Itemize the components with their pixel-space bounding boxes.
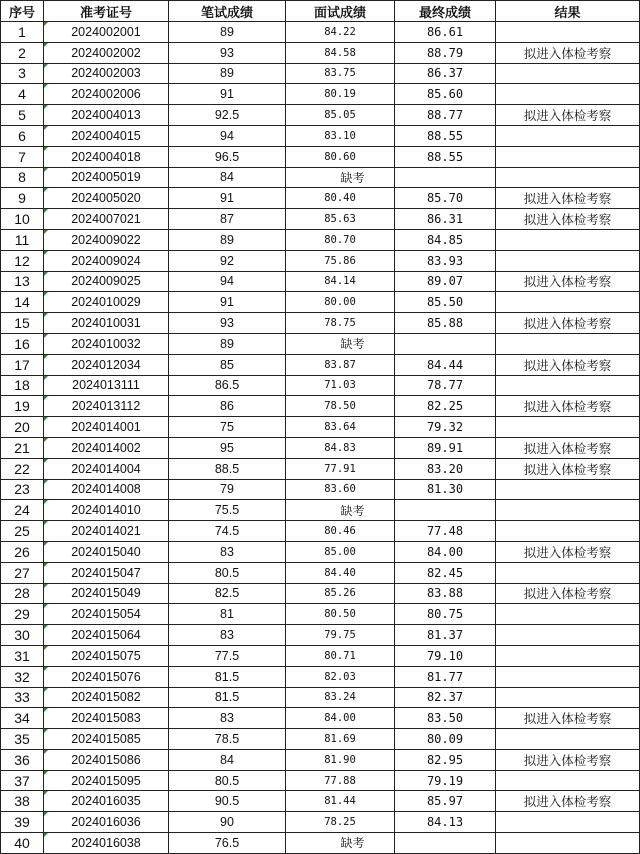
cell-ticket-number[interactable]: 2024005019 [44,167,169,188]
cell-written-score[interactable]: 92.5 [169,105,286,126]
table-row [1,105,640,126]
cell-written-score[interactable]: 83 [169,708,286,729]
cell-ticket-number[interactable]: 2024004015 [44,125,169,146]
table-row [1,604,640,625]
cell-ticket-number[interactable]: 2024013112 [44,396,169,417]
cell-interview-score[interactable]: 83.24 [286,687,395,708]
table-row [1,167,640,188]
cell-index[interactable]: 4 [1,84,44,105]
cell-final-score[interactable] [395,167,496,188]
cell-written-score[interactable]: 84 [169,749,286,770]
cell-ticket-number[interactable]: 2024009022 [44,229,169,250]
table-row [1,313,640,334]
cell-written-score[interactable]: 93 [169,42,286,63]
cell-index[interactable]: 29 [1,604,44,625]
table-row [1,770,640,791]
cell-result[interactable] [496,625,640,646]
table-row [1,458,640,479]
cell-index[interactable]: 24 [1,500,44,521]
cell-final-score[interactable]: 85.50 [395,292,496,313]
header-final-score: 最终成绩 [395,1,496,22]
table-row [1,375,640,396]
cell-index[interactable]: 28 [1,583,44,604]
cell-interview-score[interactable]: 84.58 [286,42,395,63]
table-row [1,354,640,375]
cell-written-score[interactable]: 91 [169,188,286,209]
table-row [1,479,640,500]
cell-final-score[interactable]: 89.91 [395,437,496,458]
cell-result[interactable] [496,479,640,500]
header-index: 序号 [1,1,44,22]
cell-final-score[interactable]: 89.07 [395,271,496,292]
table-row [1,125,640,146]
cell-ticket-number[interactable]: 2024009025 [44,271,169,292]
cell-ticket-number[interactable]: 2024002002 [44,42,169,63]
table-row [1,687,640,708]
cell-final-score[interactable]: 79.19 [395,770,496,791]
table-row [1,833,640,854]
cell-interview-score[interactable]: 81.69 [286,729,395,750]
cell-interview-score[interactable]: 71.03 [286,375,395,396]
cell-final-score[interactable]: 80.75 [395,604,496,625]
cell-result[interactable] [496,770,640,791]
cell-ticket-number[interactable]: 2024015085 [44,729,169,750]
cell-final-score[interactable]: 86.31 [395,209,496,230]
table-body [1,22,640,854]
cell-index[interactable]: 33 [1,687,44,708]
cell-written-score[interactable]: 89 [169,333,286,354]
cell-index[interactable]: 12 [1,250,44,271]
cell-final-score[interactable]: 84.85 [395,229,496,250]
table-row [1,645,640,666]
table-row [1,666,640,687]
cell-ticket-number[interactable]: 2024015040 [44,541,169,562]
cell-ticket-number[interactable]: 2024015083 [44,708,169,729]
cell-interview-score[interactable]: 80.50 [286,604,395,625]
cell-ticket-number[interactable]: 2024015086 [44,749,169,770]
cell-written-score[interactable]: 75 [169,417,286,438]
table-row [1,791,640,812]
cell-index[interactable]: 26 [1,541,44,562]
table-row [1,583,640,604]
cell-written-score[interactable]: 94 [169,271,286,292]
cell-written-score[interactable]: 96.5 [169,146,286,167]
cell-interview-score[interactable]: 83.64 [286,417,395,438]
cell-ticket-number[interactable]: 2024010032 [44,333,169,354]
cell-written-score[interactable]: 83 [169,625,286,646]
cell-index[interactable]: 3 [1,63,44,84]
cell-written-score[interactable]: 95 [169,437,286,458]
cell-index[interactable]: 35 [1,729,44,750]
cell-index[interactable]: 11 [1,229,44,250]
cell-ticket-number[interactable]: 2024004013 [44,105,169,126]
cell-ticket-number[interactable]: 2024014010 [44,500,169,521]
cell-result[interactable] [496,729,640,750]
cell-index[interactable]: 19 [1,396,44,417]
cell-result[interactable] [496,604,640,625]
cell-index[interactable]: 40 [1,833,44,854]
cell-interview-score[interactable]: 81.44 [286,791,395,812]
cell-index[interactable]: 16 [1,333,44,354]
cell-ticket-number[interactable]: 2024010031 [44,313,169,334]
cell-written-score[interactable]: 88.5 [169,458,286,479]
cell-ticket-number[interactable]: 2024015047 [44,562,169,583]
cell-result[interactable]: 拟进入体检考察 [496,749,640,770]
cell-interview-score[interactable]: 83.87 [286,354,395,375]
cell-final-score[interactable]: 84.13 [395,812,496,833]
cell-result[interactable] [496,333,640,354]
cell-interview-score[interactable]: 84.22 [286,22,395,43]
cell-index[interactable]: 21 [1,437,44,458]
table-row [1,250,640,271]
cell-ticket-number[interactable]: 2024015082 [44,687,169,708]
cell-final-score[interactable]: 85.88 [395,313,496,334]
table-row [1,333,640,354]
cell-interview-score[interactable]: 85.05 [286,105,395,126]
table-row [1,729,640,750]
cell-ticket-number[interactable]: 2024012034 [44,354,169,375]
cell-written-score[interactable]: 81 [169,604,286,625]
cell-final-score[interactable]: 79.10 [395,645,496,666]
cell-final-score[interactable]: 83.93 [395,250,496,271]
cell-result[interactable] [496,250,640,271]
table-row [1,229,640,250]
cell-interview-score[interactable]: 84.14 [286,271,395,292]
cell-final-score[interactable]: 82.95 [395,749,496,770]
cell-result[interactable] [496,687,640,708]
cell-index[interactable]: 17 [1,354,44,375]
table-row [1,188,640,209]
cell-index[interactable]: 8 [1,167,44,188]
header-ticket-number: 准考证号 [44,1,169,22]
table-row [1,396,640,417]
cell-ticket-number[interactable]: 2024015054 [44,604,169,625]
cell-final-score[interactable]: 81.30 [395,479,496,500]
cell-result[interactable]: 拟进入体检考察 [496,42,640,63]
cell-final-score[interactable]: 88.79 [395,42,496,63]
cell-ticket-number[interactable]: 2024015076 [44,666,169,687]
cell-index[interactable]: 6 [1,125,44,146]
cell-result[interactable] [496,562,640,583]
cell-index[interactable]: 39 [1,812,44,833]
cell-interview-score[interactable]: 77.88 [286,770,395,791]
table-row [1,84,640,105]
cell-result[interactable] [496,666,640,687]
cell-index[interactable]: 34 [1,708,44,729]
cell-interview-score[interactable]: 85.26 [286,583,395,604]
cell-ticket-number[interactable]: 2024016036 [44,812,169,833]
cell-index[interactable]: 32 [1,666,44,687]
cell-written-score[interactable]: 75.5 [169,500,286,521]
table-row [1,562,640,583]
cell-index[interactable]: 14 [1,292,44,313]
cell-result[interactable] [496,125,640,146]
cell-ticket-number[interactable]: 2024014004 [44,458,169,479]
cell-final-score[interactable]: 88.77 [395,105,496,126]
table-row [1,437,640,458]
table-row [1,63,640,84]
cell-index[interactable]: 13 [1,271,44,292]
cell-written-score[interactable]: 90 [169,812,286,833]
cell-interview-score[interactable]: 80.46 [286,521,395,542]
cell-ticket-number[interactable]: 2024005020 [44,188,169,209]
cell-interview-score[interactable]: 缺考 [286,833,395,854]
cell-final-score[interactable]: 84.44 [395,354,496,375]
cell-written-score[interactable]: 76.5 [169,833,286,854]
cell-result[interactable]: 拟进入体检考察 [496,396,640,417]
table-row [1,521,640,542]
cell-result[interactable] [496,167,640,188]
cell-interview-score[interactable]: 84.83 [286,437,395,458]
table-row [1,22,640,43]
cell-final-score[interactable]: 80.09 [395,729,496,750]
cell-final-score[interactable]: 82.25 [395,396,496,417]
cell-ticket-number[interactable]: 2024013111 [44,375,169,396]
cell-interview-score[interactable]: 79.75 [286,625,395,646]
cell-index[interactable]: 18 [1,375,44,396]
table-row [1,209,640,230]
cell-written-score[interactable]: 81.5 [169,687,286,708]
cell-result[interactable]: 拟进入体检考察 [496,458,640,479]
cell-written-score[interactable]: 86.5 [169,375,286,396]
cell-written-score[interactable]: 94 [169,125,286,146]
table-row [1,292,640,313]
cell-interview-score[interactable]: 83.60 [286,479,395,500]
cell-final-score[interactable]: 85.97 [395,791,496,812]
cell-result[interactable] [496,645,640,666]
cell-interview-score[interactable]: 83.10 [286,125,395,146]
cell-final-score[interactable]: 85.70 [395,188,496,209]
cell-result[interactable]: 拟进入体检考察 [496,313,640,334]
table-row [1,625,640,646]
cell-ticket-number[interactable]: 2024014021 [44,521,169,542]
cell-final-score[interactable]: 82.45 [395,562,496,583]
cell-index[interactable]: 38 [1,791,44,812]
cell-final-score[interactable]: 79.32 [395,417,496,438]
header-interview-score: 面试成绩 [286,1,395,22]
cell-written-score[interactable]: 93 [169,313,286,334]
cell-ticket-number[interactable]: 2024015064 [44,625,169,646]
cell-index[interactable]: 15 [1,313,44,334]
cell-final-score[interactable] [395,833,496,854]
table-row [1,708,640,729]
cell-index[interactable]: 2 [1,42,44,63]
table-row [1,271,640,292]
cell-interview-score[interactable]: 80.40 [286,188,395,209]
cell-ticket-number[interactable]: 2024010029 [44,292,169,313]
cell-ticket-number[interactable]: 2024014002 [44,437,169,458]
cell-final-score[interactable]: 86.61 [395,22,496,43]
cell-final-score[interactable]: 88.55 [395,146,496,167]
cell-written-score[interactable]: 91 [169,84,286,105]
cell-index[interactable]: 36 [1,749,44,770]
cell-written-score[interactable]: 74.5 [169,521,286,542]
cell-index[interactable]: 22 [1,458,44,479]
cell-index[interactable]: 27 [1,562,44,583]
cell-interview-score[interactable]: 75.86 [286,250,395,271]
cell-written-score[interactable]: 89 [169,229,286,250]
cell-index[interactable]: 7 [1,146,44,167]
cell-written-score[interactable]: 77.5 [169,645,286,666]
header-written-score: 笔试成绩 [169,1,286,22]
table-row [1,417,640,438]
cell-result[interactable]: 拟进入体检考察 [496,583,640,604]
cell-final-score[interactable]: 86.37 [395,63,496,84]
table-row [1,541,640,562]
cell-ticket-number[interactable]: 2024004018 [44,146,169,167]
cell-written-score[interactable]: 80.5 [169,562,286,583]
cell-result[interactable]: 拟进入体检考察 [496,188,640,209]
cell-final-score[interactable] [395,333,496,354]
cell-interview-score[interactable]: 缺考 [286,500,395,521]
cell-index[interactable]: 5 [1,105,44,126]
cell-written-score[interactable]: 81.5 [169,666,286,687]
cell-interview-score[interactable]: 85.00 [286,541,395,562]
cell-final-score[interactable]: 83.20 [395,458,496,479]
cell-result[interactable] [496,812,640,833]
cell-ticket-number[interactable]: 2024007021 [44,209,169,230]
cell-result[interactable]: 拟进入体检考察 [496,541,640,562]
cell-result[interactable] [496,22,640,43]
cell-result[interactable] [496,521,640,542]
cell-index[interactable]: 23 [1,479,44,500]
cell-final-score[interactable]: 83.50 [395,708,496,729]
cell-result[interactable]: 拟进入体检考察 [496,105,640,126]
cell-final-score[interactable]: 81.77 [395,666,496,687]
cell-result[interactable]: 拟进入体检考察 [496,708,640,729]
cell-index[interactable]: 1 [1,22,44,43]
cell-written-score[interactable]: 89 [169,63,286,84]
table-row [1,42,640,63]
cell-written-score[interactable]: 78.5 [169,729,286,750]
cell-final-score[interactable]: 81.37 [395,625,496,646]
cell-ticket-number[interactable]: 2024002006 [44,84,169,105]
header-row [1,1,640,22]
cell-final-score[interactable] [395,500,496,521]
cell-interview-score[interactable]: 84.00 [286,708,395,729]
table-row [1,749,640,770]
cell-written-score[interactable]: 83 [169,541,286,562]
cell-ticket-number[interactable]: 2024014001 [44,417,169,438]
cell-result[interactable]: 拟进入体检考察 [496,354,640,375]
cell-ticket-number[interactable]: 2024015049 [44,583,169,604]
cell-written-score[interactable]: 85 [169,354,286,375]
cell-interview-score[interactable]: 85.63 [286,209,395,230]
cell-written-score[interactable]: 89 [169,22,286,43]
cell-ticket-number[interactable]: 2024014008 [44,479,169,500]
cell-index[interactable]: 37 [1,770,44,791]
table-row [1,812,640,833]
cell-ticket-number[interactable]: 2024002003 [44,63,169,84]
table-row [1,500,640,521]
cell-interview-score[interactable]: 82.03 [286,666,395,687]
cell-final-score[interactable]: 84.00 [395,541,496,562]
cell-final-score[interactable]: 77.48 [395,521,496,542]
cell-final-score[interactable]: 78.77 [395,375,496,396]
cell-result[interactable]: 拟进入体检考察 [496,271,640,292]
cell-interview-score[interactable]: 78.75 [286,313,395,334]
cell-final-score[interactable]: 85.60 [395,84,496,105]
cell-result[interactable] [496,84,640,105]
cell-interview-score[interactable]: 78.25 [286,812,395,833]
cell-interview-score[interactable]: 80.19 [286,84,395,105]
cell-interview-score[interactable]: 84.40 [286,562,395,583]
cell-written-score[interactable]: 84 [169,167,286,188]
cell-index[interactable]: 31 [1,645,44,666]
cell-result[interactable] [496,375,640,396]
cell-ticket-number[interactable]: 2024009024 [44,250,169,271]
cell-result[interactable] [496,417,640,438]
cell-final-score[interactable]: 88.55 [395,125,496,146]
cell-interview-score[interactable]: 77.91 [286,458,395,479]
cell-ticket-number[interactable]: 2024015095 [44,770,169,791]
cell-final-score[interactable]: 83.88 [395,583,496,604]
cell-written-score[interactable]: 86 [169,396,286,417]
cell-ticket-number[interactable]: 2024016035 [44,791,169,812]
cell-index[interactable]: 10 [1,209,44,230]
cell-result[interactable] [496,500,640,521]
cell-ticket-number[interactable]: 2024002001 [44,22,169,43]
cell-interview-score[interactable]: 缺考 [286,333,395,354]
cell-result[interactable]: 拟进入体检考察 [496,437,640,458]
cell-interview-score[interactable]: 81.90 [286,749,395,770]
cell-written-score[interactable]: 92 [169,250,286,271]
cell-ticket-number[interactable]: 2024015075 [44,645,169,666]
cell-written-score[interactable]: 82.5 [169,583,286,604]
cell-written-score[interactable]: 87 [169,209,286,230]
cell-result[interactable] [496,146,640,167]
cell-index[interactable]: 9 [1,188,44,209]
cell-interview-score[interactable]: 80.60 [286,146,395,167]
cell-interview-score[interactable]: 80.70 [286,229,395,250]
cell-result[interactable] [496,229,640,250]
cell-index[interactable]: 25 [1,521,44,542]
cell-interview-score[interactable]: 83.75 [286,63,395,84]
cell-interview-score[interactable]: 80.71 [286,645,395,666]
cell-result[interactable] [496,63,640,84]
header-result: 结果 [496,1,640,22]
cell-interview-score[interactable]: 80.00 [286,292,395,313]
cell-interview-score[interactable]: 缺考 [286,167,395,188]
cell-written-score[interactable]: 91 [169,292,286,313]
cell-written-score[interactable]: 79 [169,479,286,500]
cell-ticket-number[interactable]: 2024016038 [44,833,169,854]
cell-result[interactable] [496,833,640,854]
table-row [1,146,640,167]
cell-final-score[interactable]: 82.37 [395,687,496,708]
cell-index[interactable]: 20 [1,417,44,438]
cell-interview-score[interactable]: 78.50 [286,396,395,417]
cell-index[interactable]: 30 [1,625,44,646]
cell-written-score[interactable]: 90.5 [169,791,286,812]
cell-written-score[interactable]: 80.5 [169,770,286,791]
cell-result[interactable]: 拟进入体检考察 [496,791,640,812]
cell-result[interactable] [496,292,640,313]
cell-result[interactable]: 拟进入体检考察 [496,209,640,230]
